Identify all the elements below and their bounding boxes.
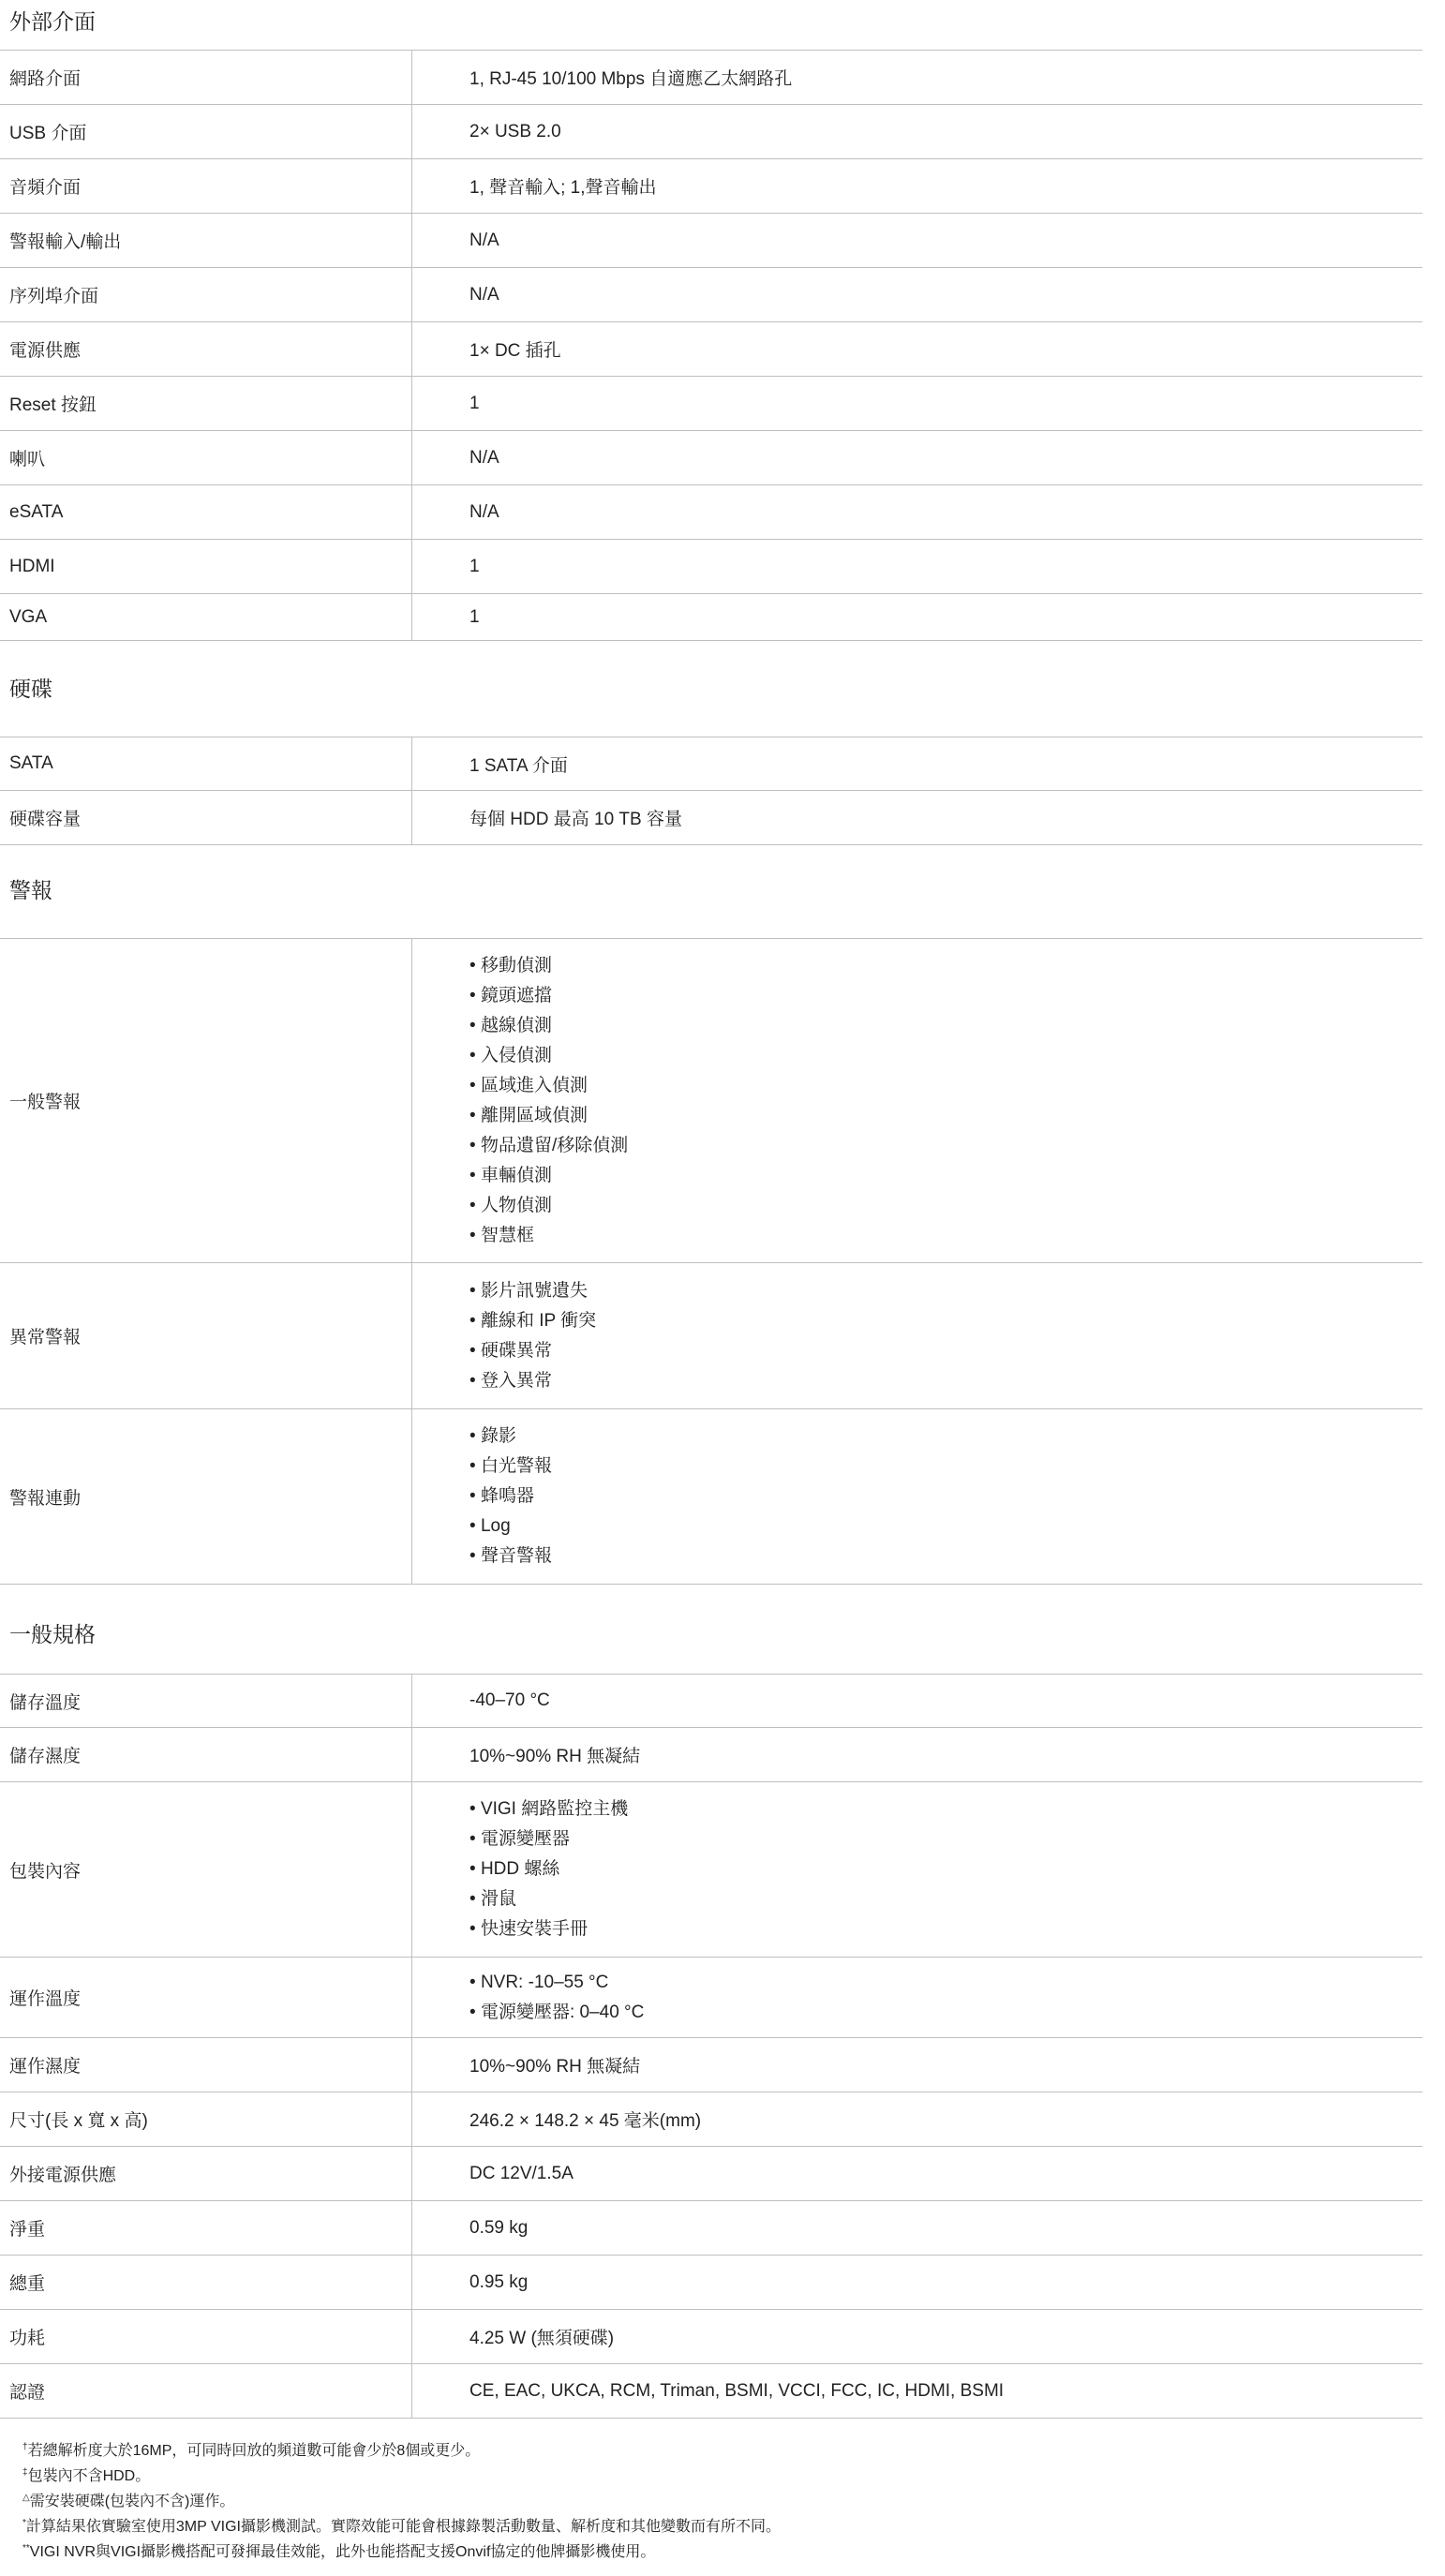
spec-list-item: • 入侵偵測 [469, 1041, 628, 1071]
spec-key: Reset 按鈕 [0, 377, 412, 430]
spec-row [0, 1674, 1423, 1728]
spec-value [412, 1958, 644, 2037]
spec-row [0, 2147, 1423, 2201]
spec-list-item: • VIGI 網路監控主機 [469, 1794, 628, 1824]
spec-value: 1 [469, 393, 480, 413]
spec-key: 警報輸入/輸出 [0, 214, 412, 267]
spec-row [0, 50, 1423, 105]
spec-key: SATA [0, 737, 412, 790]
spec-key: 功耗 [0, 2310, 412, 2363]
spec-key: 音頻介面 [0, 159, 412, 213]
spec-list-item: • 聲音警報 [469, 1541, 552, 1571]
spec-list-item: • 離線和 IP 衝突 [469, 1306, 596, 1336]
spec-table [0, 737, 1423, 845]
footnote-text: 若總解析度大於16MP，可同時回放的頻道數可能會少於8個或更少。 [27, 2443, 481, 2459]
spec-value: N/A [469, 230, 499, 250]
spec-list-item: • 快速安裝手冊 [469, 1914, 628, 1944]
spec-value: N/A [469, 447, 499, 468]
spec-row [0, 431, 1423, 485]
spec-row [0, 2092, 1423, 2147]
spec-key: 儲存溫度 [0, 1675, 412, 1727]
spec-row [0, 377, 1423, 431]
spec-row [0, 159, 1423, 214]
spec-list-item: • 蜂鳴器 [469, 1482, 552, 1511]
footnote-text: 計算結果依實驗室使用3MP VIGI攝影機測試。實際效能可能會根據錄製活動數量、解析度和其他變數而有所不同。 [25, 2519, 781, 2535]
spec-value: -40–70 °C [469, 1690, 550, 1710]
spec-value: 10%~90% RH 無凝結 [469, 2057, 641, 2077]
section-title: 硬碟 [9, 676, 52, 701]
footnote-mark: ** [22, 2543, 30, 2554]
spec-row [0, 322, 1423, 377]
footnote-text: 包裝內不含HDD。 [27, 2468, 151, 2484]
spec-list-item: • Log [469, 1511, 552, 1541]
spec-key: 警報連動 [0, 1409, 412, 1584]
spec-row [0, 594, 1423, 641]
spec-table [0, 50, 1423, 641]
spec-row [0, 1958, 1423, 2038]
spec-list-item: • 車輛偵測 [469, 1161, 628, 1191]
spec-value: 1, RJ-45 10/100 Mbps 自適應乙太網路孔 [469, 69, 793, 89]
spec-value: DC 12V/1.5A [469, 2163, 574, 2183]
spec-value: 1× DC 插孔 [469, 341, 561, 361]
spec-value: 0.59 kg [469, 2217, 529, 2238]
section-title: 一般規格 [9, 1621, 96, 1646]
spec-list-item: • 白光警報 [469, 1452, 552, 1482]
footnote-text: 需安裝硬碟(包裝內不含)運作。 [29, 2494, 235, 2509]
spec-value: N/A [469, 284, 499, 305]
spec-row [0, 2038, 1423, 2092]
spec-list-item: • NVR: -10–55 °C [469, 1968, 644, 1998]
spec-list-item: • 越線偵測 [469, 1011, 628, 1041]
spec-value: 10%~90% RH 無凝結 [469, 1747, 641, 1766]
spec-row [0, 485, 1423, 540]
spec-key: 硬碟容量 [0, 791, 412, 844]
spec-value [412, 1409, 552, 1584]
spec-list-item: • 電源變壓器 [469, 1824, 628, 1854]
spec-key: 網路介面 [0, 51, 412, 104]
spec-value [412, 1263, 596, 1408]
spec-key: 運作濕度 [0, 2038, 412, 2092]
spec-key: eSATA [0, 485, 412, 539]
spec-row [0, 1782, 1423, 1958]
footnote-mark: * [22, 2518, 26, 2528]
spec-key: 包裝內容 [0, 1782, 412, 1957]
spec-list-item: • 移動偵測 [469, 951, 628, 981]
spec-list-item: • 區域進入偵測 [469, 1071, 628, 1101]
spec-value: 1 [469, 556, 480, 576]
footnote [22, 2510, 781, 2536]
spec-list-item: • 離開區域偵測 [469, 1101, 628, 1131]
spec-key: 淨重 [0, 2201, 412, 2255]
spec-list-item: • 硬碟異常 [469, 1336, 596, 1366]
spec-key: 運作溫度 [0, 1958, 412, 2037]
footnote-mark: ‡ [22, 2467, 28, 2478]
spec-row [0, 1409, 1423, 1585]
spec-value: 1 SATA 介面 [469, 755, 568, 776]
spec-value: 0.95 kg [469, 2271, 529, 2292]
footnote [22, 2485, 781, 2510]
spec-key: 認證 [0, 2364, 412, 2418]
spec-value: 4.25 W (無須硬碟) [469, 2329, 615, 2348]
spec-list-item: • 鏡頭遮擋 [469, 981, 628, 1011]
spec-value: 1 [469, 606, 480, 627]
spec-value: 每個 HDD 最高 10 TB 容量 [469, 810, 682, 829]
spec-key: 尺寸(長 x 寬 x 高) [0, 2092, 412, 2146]
spec-list-item: • 智慧框 [469, 1221, 628, 1251]
spec-key: 總重 [0, 2256, 412, 2309]
spec-row [0, 2201, 1423, 2256]
spec-table [0, 1674, 1423, 2419]
section-title: 外部介面 [9, 8, 96, 34]
spec-key: HDMI [0, 540, 412, 593]
footnote [22, 2536, 781, 2561]
footnote-text: VIGI NVR與VIGI攝影機搭配可發揮最佳效能，此外也能搭配支援Onvif協定的他牌攝影機使用。 [29, 2544, 656, 2560]
spec-row [0, 268, 1423, 322]
spec-value: N/A [469, 501, 499, 522]
spec-key: 外接電源供應 [0, 2147, 412, 2200]
spec-list-item: • 人物偵測 [469, 1191, 628, 1221]
footnote-mark: △ [22, 2493, 30, 2503]
spec-row [0, 2364, 1423, 2419]
section-title: 警報 [9, 877, 52, 902]
spec-key: 儲存濕度 [0, 1728, 412, 1781]
spec-key: USB 介面 [0, 105, 412, 158]
spec-list-item: • 物品遺留/移除偵測 [469, 1131, 628, 1161]
spec-row [0, 938, 1423, 1263]
footnote-mark: † [22, 2442, 28, 2452]
spec-key: 電源供應 [0, 322, 412, 376]
spec-list-item: • 錄影 [469, 1422, 552, 1452]
spec-table [0, 938, 1423, 1585]
spec-key: 序列埠介面 [0, 268, 412, 321]
spec-key: VGA [0, 594, 412, 640]
spec-row [0, 105, 1423, 159]
spec-row [0, 1263, 1423, 1409]
spec-key: 一般警報 [0, 939, 412, 1262]
spec-row [0, 737, 1423, 791]
spec-row [0, 1728, 1423, 1782]
spec-list-item: • 滑鼠 [469, 1884, 628, 1914]
footnotes [22, 2435, 781, 2561]
spec-value [412, 939, 628, 1262]
spec-row [0, 540, 1423, 594]
spec-list-item: • 登入異常 [469, 1366, 596, 1396]
spec-key: 異常警報 [0, 1263, 412, 1408]
spec-row [0, 2256, 1423, 2310]
spec-row [0, 791, 1423, 845]
footnote [22, 2460, 781, 2485]
spec-value: 1, 聲音輸入; 1,聲音輸出 [469, 178, 657, 198]
spec-value: 2× USB 2.0 [469, 121, 561, 141]
footnote [22, 2435, 781, 2460]
spec-list-item: • 電源變壓器: 0–40 °C [469, 1998, 644, 2028]
spec-key: 喇叭 [0, 431, 412, 484]
spec-list-item: • HDD 螺絲 [469, 1854, 628, 1884]
spec-value: CE, EAC, UKCA, RCM, Triman, BSMI, VCCI, FCC, IC, HDMI, BSMI [469, 2380, 1005, 2401]
spec-list-item: • 影片訊號遺失 [469, 1276, 596, 1306]
spec-value [412, 1782, 628, 1957]
spec-value: 246.2 × 148.2 × 45 毫米(mm) [469, 2111, 702, 2131]
spec-row [0, 2310, 1423, 2364]
spec-row [0, 214, 1423, 268]
